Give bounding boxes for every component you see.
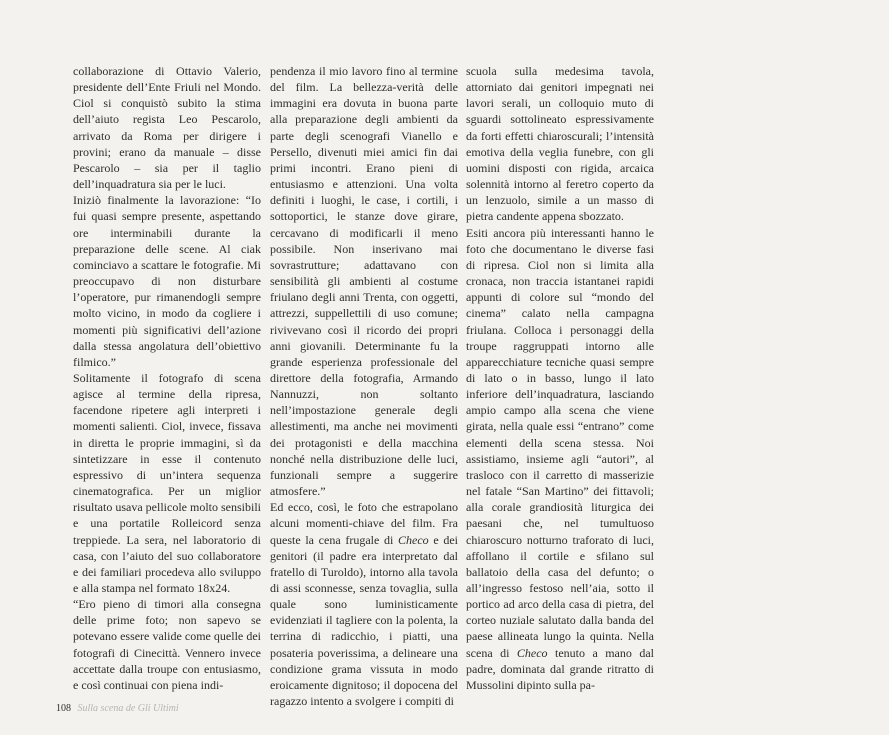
paragraph: pendenza il mio lavoro fino al termine del film. La bellezza-verità delle immagini era dovuta in buona parte alla preparazione degli ambienti da parte degli scenografi Vianello e Persello, divenuti miei amici fin dai primi incontri. Erano pieni di entusiasmo e attenzioni. Una volta definiti i luoghi, le case, i cortili, i sottoportici, le stanze dove girare, cercavano di modificarli il meno possibile. Non inserivano mai sovrastrutture; adattavano con sensibilità gli ambienti al costume friulano degli anni Trenta, con oggetti, attrezzi, suppellettili di uso comune; rivivevano così il ricordo dei propri anni giovanili. Determinante fu la grande esperienza professionale del direttore della fotografia, Armando Nannuzzi, non soltanto nell’impostazione generale degli allestimenti, ma anche nei movimenti dei protagonisti e della macchina nonché nella distribuzione delle luci, funzionali sempre a suggerire atmosfere.” (270, 64, 458, 499)
paragraph: collaborazione di Ottavio Valerio, presidente dell’Ente Friuli nel Mondo. Ciol si conquistò subito la stima dell’aiuto regista Leo Pescarolo, arrivato da Roma per dirigere i provini; erano da manuale – disse Pescarolo – sia per il taglio dell’inquadratura sia per le luci. (73, 64, 261, 192)
text-column-3 (466, 63, 654, 693)
page-footer (56, 703, 179, 714)
paragraph: Iniziò finalmente la lavorazione: “Io fui quasi sempre presente, aspettando ore interminabili durante la preparazione delle scene. Al ciak cominciavo a scattare le fotografie. Mi preoccupavo di non disturbare l’operatore, pur rimanendogli sempre molto vicino, in modo da cogliere i momenti più significativi dell’azione dalla stessa angolatura dell’obiettivo filmico.” (73, 193, 261, 369)
page-number: 108 (56, 703, 71, 714)
paragraph: Solitamente il fotografo di scena agisce al termine della ripresa, facendone ripetere agli interpreti i momenti salienti. Ciol, invece, fissava in diretta le proprie immagini, sì da sintetizzare in esse il contenuto espressivo di un’intera sequenza cinematografica. Per un miglior risultato usava pellicole molto sensibili e una portatile Rolleicord senza treppiede. La sera, nel laboratorio di casa, con l’aiuto del suo collaboratore e dei familiari procedeva allo sviluppo e alla stampa nel formato 18x24. (73, 370, 261, 595)
paragraph: “Ero pieno di timori alla consegna delle prime foto; non sapevo se potevano essere valide come quelle dei fotografi di Cinecittà. Vennero invece accettate dalla troupe con entusiasmo, e così continuai con piena indi- (73, 597, 261, 692)
text-column-2 (270, 63, 458, 709)
text-column-1 (73, 63, 261, 693)
paragraph: Ed ecco, così, le foto che estrapolano alcuni momenti-chiave del film. Fra queste la cena frugale di Checo e dei genitori (il padre era interpretato dal fratello di Turoldo), intorno alla tavola di assi sconnesse, senza tovaglia, sulla quale sono luministicamente evidenziati il tagliere con la polenta, la terrina di radicchio, i piatti, una posateria poverissima, a delineare una condizione grama vissuta in modo eroicamente dignitoso; il dopocena del ragazzo intento a svolgere i compiti di (270, 500, 458, 709)
running-title: Sulla scena de Gli Ultimi (77, 703, 179, 714)
paragraph: scuola sulla medesima tavola, attorniato dai genitori impegnati nei lavori serali, un colloquio muto di sguardi sottolineato espressivamente da forti effetti chiaroscurali; l’intensità emotiva della veglia funebre, con gli uomini disposti con rigida, arcaica solennità intorno al feretro coperto da un lenzuolo, simile a un masso di pietra candente appena sbozzato. (466, 64, 654, 224)
paragraph: Esiti ancora più interessanti hanno le foto che documentano le diverse fasi di ripresa. Ciol non si limita alla cronaca, non traccia istantanei rapidi appunti di colore sul “mondo del cinema” calato nella campagna friulana. Colloca i personaggi della troupe raggruppati intorno alle apparecchiature tecniche quasi sempre di lato o in basso, lungo il lato inferiore dell’inquadratura, lasciando ampio campo alla scena che viene girata, nella quale essi “entrano” come elementi della scena stessa. Noi assistiamo, insieme agli “autori”, al trasloco con il carretto di masserizie nel fatale “San Martino” dei fittavoli; alla corale grandiosità liturgica dei paesani che, nel tumultuoso chiaroscuro notturno traforato di luci, affollano il cortile e sfilano sul ballatoio della casa del defunto; o all’ingresso festoso nell’aia, sotto il portico ad arco della casa di pietra, del corteo nuziale salutato dalla banda del paese allineata lungo la quinta. Nella scena di Checo tenuto a mano dal padre, dominata dal grande ritratto di Mussolini dipinto sulla pa- (466, 225, 654, 692)
